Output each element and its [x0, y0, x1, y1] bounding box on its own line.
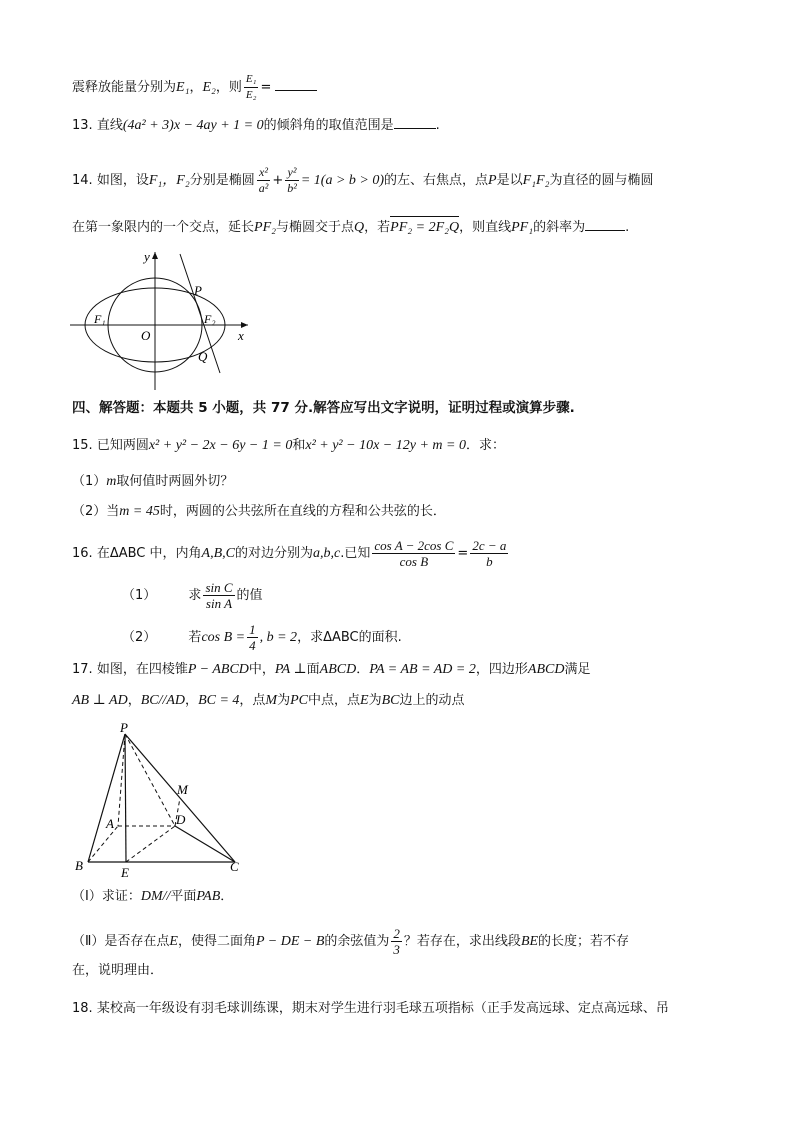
question-17-part-2-line2: 在，说明理由．: [72, 963, 164, 978]
question-13: 13. 直线(4a² + 3)x − 4ay + 1 = 0的倾斜角的取值范围是 .: [72, 118, 440, 133]
section-4-title: 四、解答题：本题共 5 小题，共 77 分.解答应写出文字说明，证明过程或演算步骤.: [72, 400, 575, 416]
vector-equation: PF₂ = 2F₂Q: [390, 220, 460, 235]
question-14: 14. 如图，设F₁，F₂分别是椭圆 $\frac{\text{x²}}{\text{a²}}$ + $\frac{\text{y²}}{\text{b²}}$ = 1(a > b > 0)的左、右焦点，点P是以F₁F₂为直径的圆与椭圆: [72, 165, 654, 195]
question-17-part-2: （Ⅱ）是否存在点E，使得二面角P − DE − B的余弦值为 $\frac{2}{3}$ ？若存在，求出线段BE的长度；若不存: [72, 926, 630, 957]
two-thirds-fraction: $\frac{2}{3}$: [393, 926, 400, 957]
line-top: 震释放能量分别为E₁，E₂，则 $\frac{\text{E₁}}{\text{E₂}}$ =: [72, 72, 317, 103]
quarter-fraction: $\frac{1}{4}$: [249, 622, 256, 653]
label-M: M: [177, 782, 188, 797]
side-ratio-fraction: $\frac{2c - a}{b}$: [472, 538, 507, 569]
ellipse-circle-figure: [70, 248, 260, 393]
cos-ratio-fraction: $\frac{\text{cos A − 2cos C}}{\text{cos B}}$: [374, 538, 454, 569]
question-15-part-2: （2）当m = 45时，两圆的公共弦所在直线的方程和公共弦的长．: [72, 504, 446, 519]
label-Q: Q: [198, 349, 208, 364]
label-F1: F₁: [94, 312, 106, 326]
label-C: C: [230, 859, 239, 874]
question-16-part-2: （2） 若cos B = $\frac{1}{4}$ , b = 2，求ΔABC的面积.: [122, 622, 402, 653]
label-y: y: [144, 249, 150, 264]
ellipse-y-fraction: $\frac{\text{y²}}{\text{b²}}$: [287, 165, 297, 195]
question-16-part-1: （1） 求 $\frac{\text{sin C}}{\text{sin A}}$ 的值: [122, 580, 263, 611]
question-15-part-1: （1）m取何值时两圆外切？: [72, 474, 234, 489]
ellipse-x-fraction: $\frac{\text{x²}}{\text{a²}}$: [258, 165, 269, 195]
question-18: 18. 某校高一年级设有羽毛球训练课，期末对学生进行羽毛球五项指标（正手发高远球、定点高远球、吊: [72, 1001, 669, 1016]
label-F2: F₂: [204, 312, 216, 326]
question-17-line2: AB ⊥ AD，BC//AD，BC = 4，点M为PC中点，点E为BC边上的动点: [72, 693, 465, 708]
label-E: E: [121, 865, 129, 880]
label-O: O: [141, 328, 151, 343]
label-P: P: [194, 283, 202, 298]
answer-blank: [394, 116, 436, 129]
sin-ratio-fraction: $\frac{\text{sin C}}{\text{sin A}}$: [205, 580, 233, 611]
answer-blank: [585, 218, 625, 231]
label-A: A: [106, 816, 114, 831]
question-14-line2: 在第一象限内的一个交点，延长PF₂与椭圆交于点Q，若PF₂ = 2F₂Q，则直线PF₁的斜率为 .: [72, 220, 630, 235]
question-17: 17. 如图，在四棱锥P − ABCD中，PA ⊥面ABCD．PA = AB = AD = 2，四边形ABCD满足: [72, 662, 591, 677]
label-P: P: [120, 720, 128, 735]
pyramid-figure: [70, 720, 250, 880]
energy-ratio-fraction: $\frac{\text{E₁}}{\text{E₂}}$: [245, 73, 257, 101]
answer-blank: [275, 78, 317, 91]
label-x: x: [238, 328, 244, 343]
label-D: D: [176, 812, 186, 827]
label-B: B: [75, 858, 83, 873]
question-17-part-1: （Ⅰ）求证：DM//平面PAB．: [72, 889, 234, 904]
question-16: 16. 在ΔABC 中，内角A,B,C的对边分别为a,b,c.已知 $\frac{\text{cos A − 2cos C}}{\text{cos B}}$ = $\frac{2c - a}{b}$: [72, 538, 507, 569]
question-15: 15. 已知两圆x² + y² − 2x − 6y − 1 = 0和x² + y² − 10x − 12y + m = 0．求：: [72, 438, 505, 453]
